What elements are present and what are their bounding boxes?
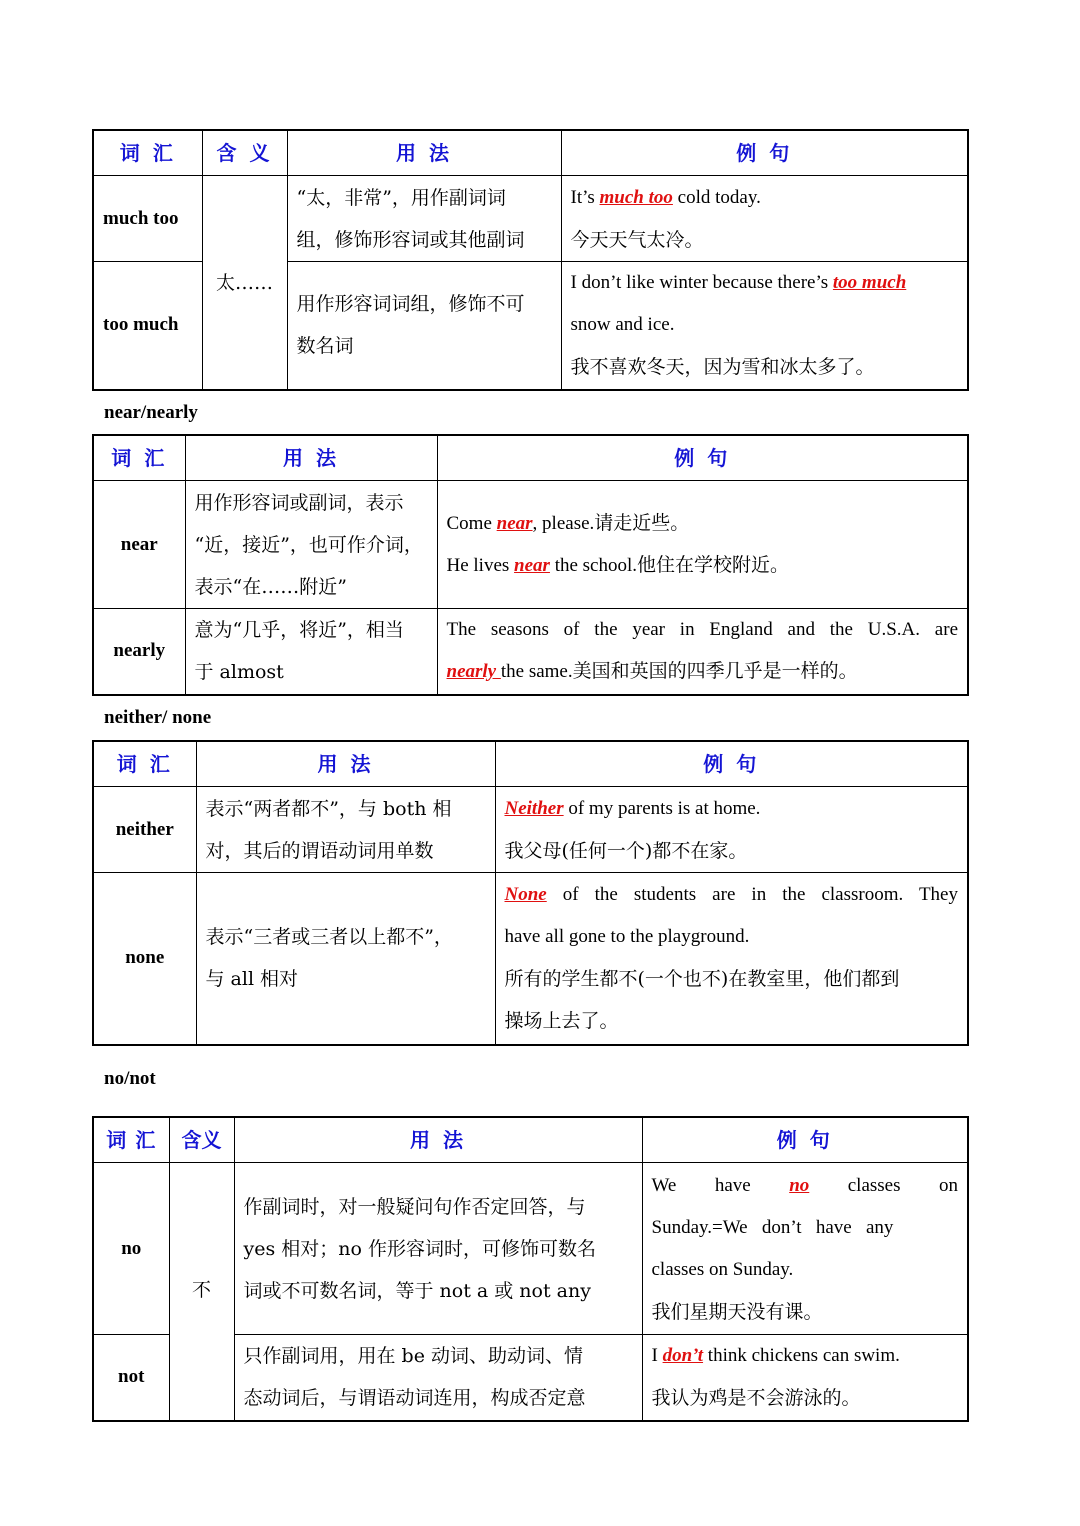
- example-no: We have no classes on Sunday.=We don’t have any classes on Sunday. 我们星期天没有课。: [642, 1163, 968, 1335]
- meaning-tai: 太……: [202, 176, 287, 390]
- header-example: 例 句: [437, 435, 968, 481]
- header-word: 词 汇: [93, 435, 185, 481]
- header-example: 例 句: [561, 130, 968, 176]
- header-usage: 用 法: [287, 130, 561, 176]
- section-title-no-not: no/not: [104, 1068, 156, 1089]
- section-title-neither: neither/ none: [104, 707, 212, 728]
- vocab-table-no-not: [92, 1116, 969, 1422]
- header-usage: 用 法: [234, 1117, 642, 1163]
- word-no: no: [93, 1163, 169, 1335]
- usage-too-much: 用作形容词词组，修饰不可 数名词: [287, 262, 561, 390]
- header-example: 例 句: [495, 741, 968, 787]
- example-none: None of the students are in the classroom. They have all gone to the playground. 所有的学生都不(一个也不)在教室里，他们都到 操场上去了。: [495, 873, 968, 1045]
- header-word: 词 汇: [93, 130, 202, 176]
- usage-much-too: “太，非常”，用作副词词 组，修饰形容词或其他副词: [287, 176, 561, 262]
- header-word: 词 汇: [93, 1117, 169, 1163]
- word-much-too: much too: [93, 176, 202, 262]
- word-neither: neither: [93, 787, 196, 873]
- example-neither: Neither of my parents is at home. 我父母(任何一个)都不在家。: [495, 787, 968, 873]
- word-near: near: [93, 481, 185, 609]
- example-too-much: I don’t like winter because there’s too much snow and ice. 我不喜欢冬天，因为雪和冰太多了。: [561, 262, 968, 390]
- word-nearly: nearly: [93, 609, 185, 695]
- usage-not: 只作副词用，用在 be 动词、助动词、情 态动词后，与谓语动词连用，构成否定意: [234, 1335, 642, 1421]
- vocab-table-neither: [92, 740, 969, 1046]
- section-title-near: near/nearly: [104, 402, 198, 423]
- usage-no: 作副词时，对一般疑问句作否定回答，与 yes 相对；no 作形容词时，可修饰可数名 词或不可数名词，等于 not a 或 not any: [234, 1163, 642, 1335]
- usage-near: 用作形容词或副词，表示 “近，接近”，也可作介词， 表示“在……附近”: [185, 481, 437, 609]
- example-nearly: The seasons of the year in England and the U.S.A. are nearly the same.美国和英国的四季几乎是一样的。: [437, 609, 968, 695]
- usage-none: 表示“三者或三者以上都不”， 与 all 相对: [196, 873, 495, 1045]
- usage-neither: 表示“两者都不”，与 both 相 对，其后的谓语动词用单数: [196, 787, 495, 873]
- example-much-too: It’s much too cold today. 今天天气太冷。: [561, 176, 968, 262]
- header-example: 例 句: [642, 1117, 968, 1163]
- vocab-table-too: [92, 129, 969, 391]
- example-not: I don’t think chickens can swim. 我认为鸡是不会游泳的。: [642, 1335, 968, 1421]
- header-word: 词 汇: [93, 741, 196, 787]
- meaning-bu: 不: [169, 1163, 234, 1421]
- header-usage: 用 法: [185, 435, 437, 481]
- header-meaning: 含义: [169, 1117, 234, 1163]
- header-meaning: 含 义: [202, 130, 287, 176]
- word-not: not: [93, 1335, 169, 1421]
- example-near: Come near, please.请走近些。 He lives near the school.他住在学校附近。: [437, 481, 968, 609]
- word-too-much: too much: [93, 262, 202, 390]
- header-usage: 用 法: [196, 741, 495, 787]
- vocab-table-near: [92, 434, 969, 696]
- word-none: none: [93, 873, 196, 1045]
- usage-nearly: 意为“几乎，将近”，相当 于 almost: [185, 609, 437, 695]
